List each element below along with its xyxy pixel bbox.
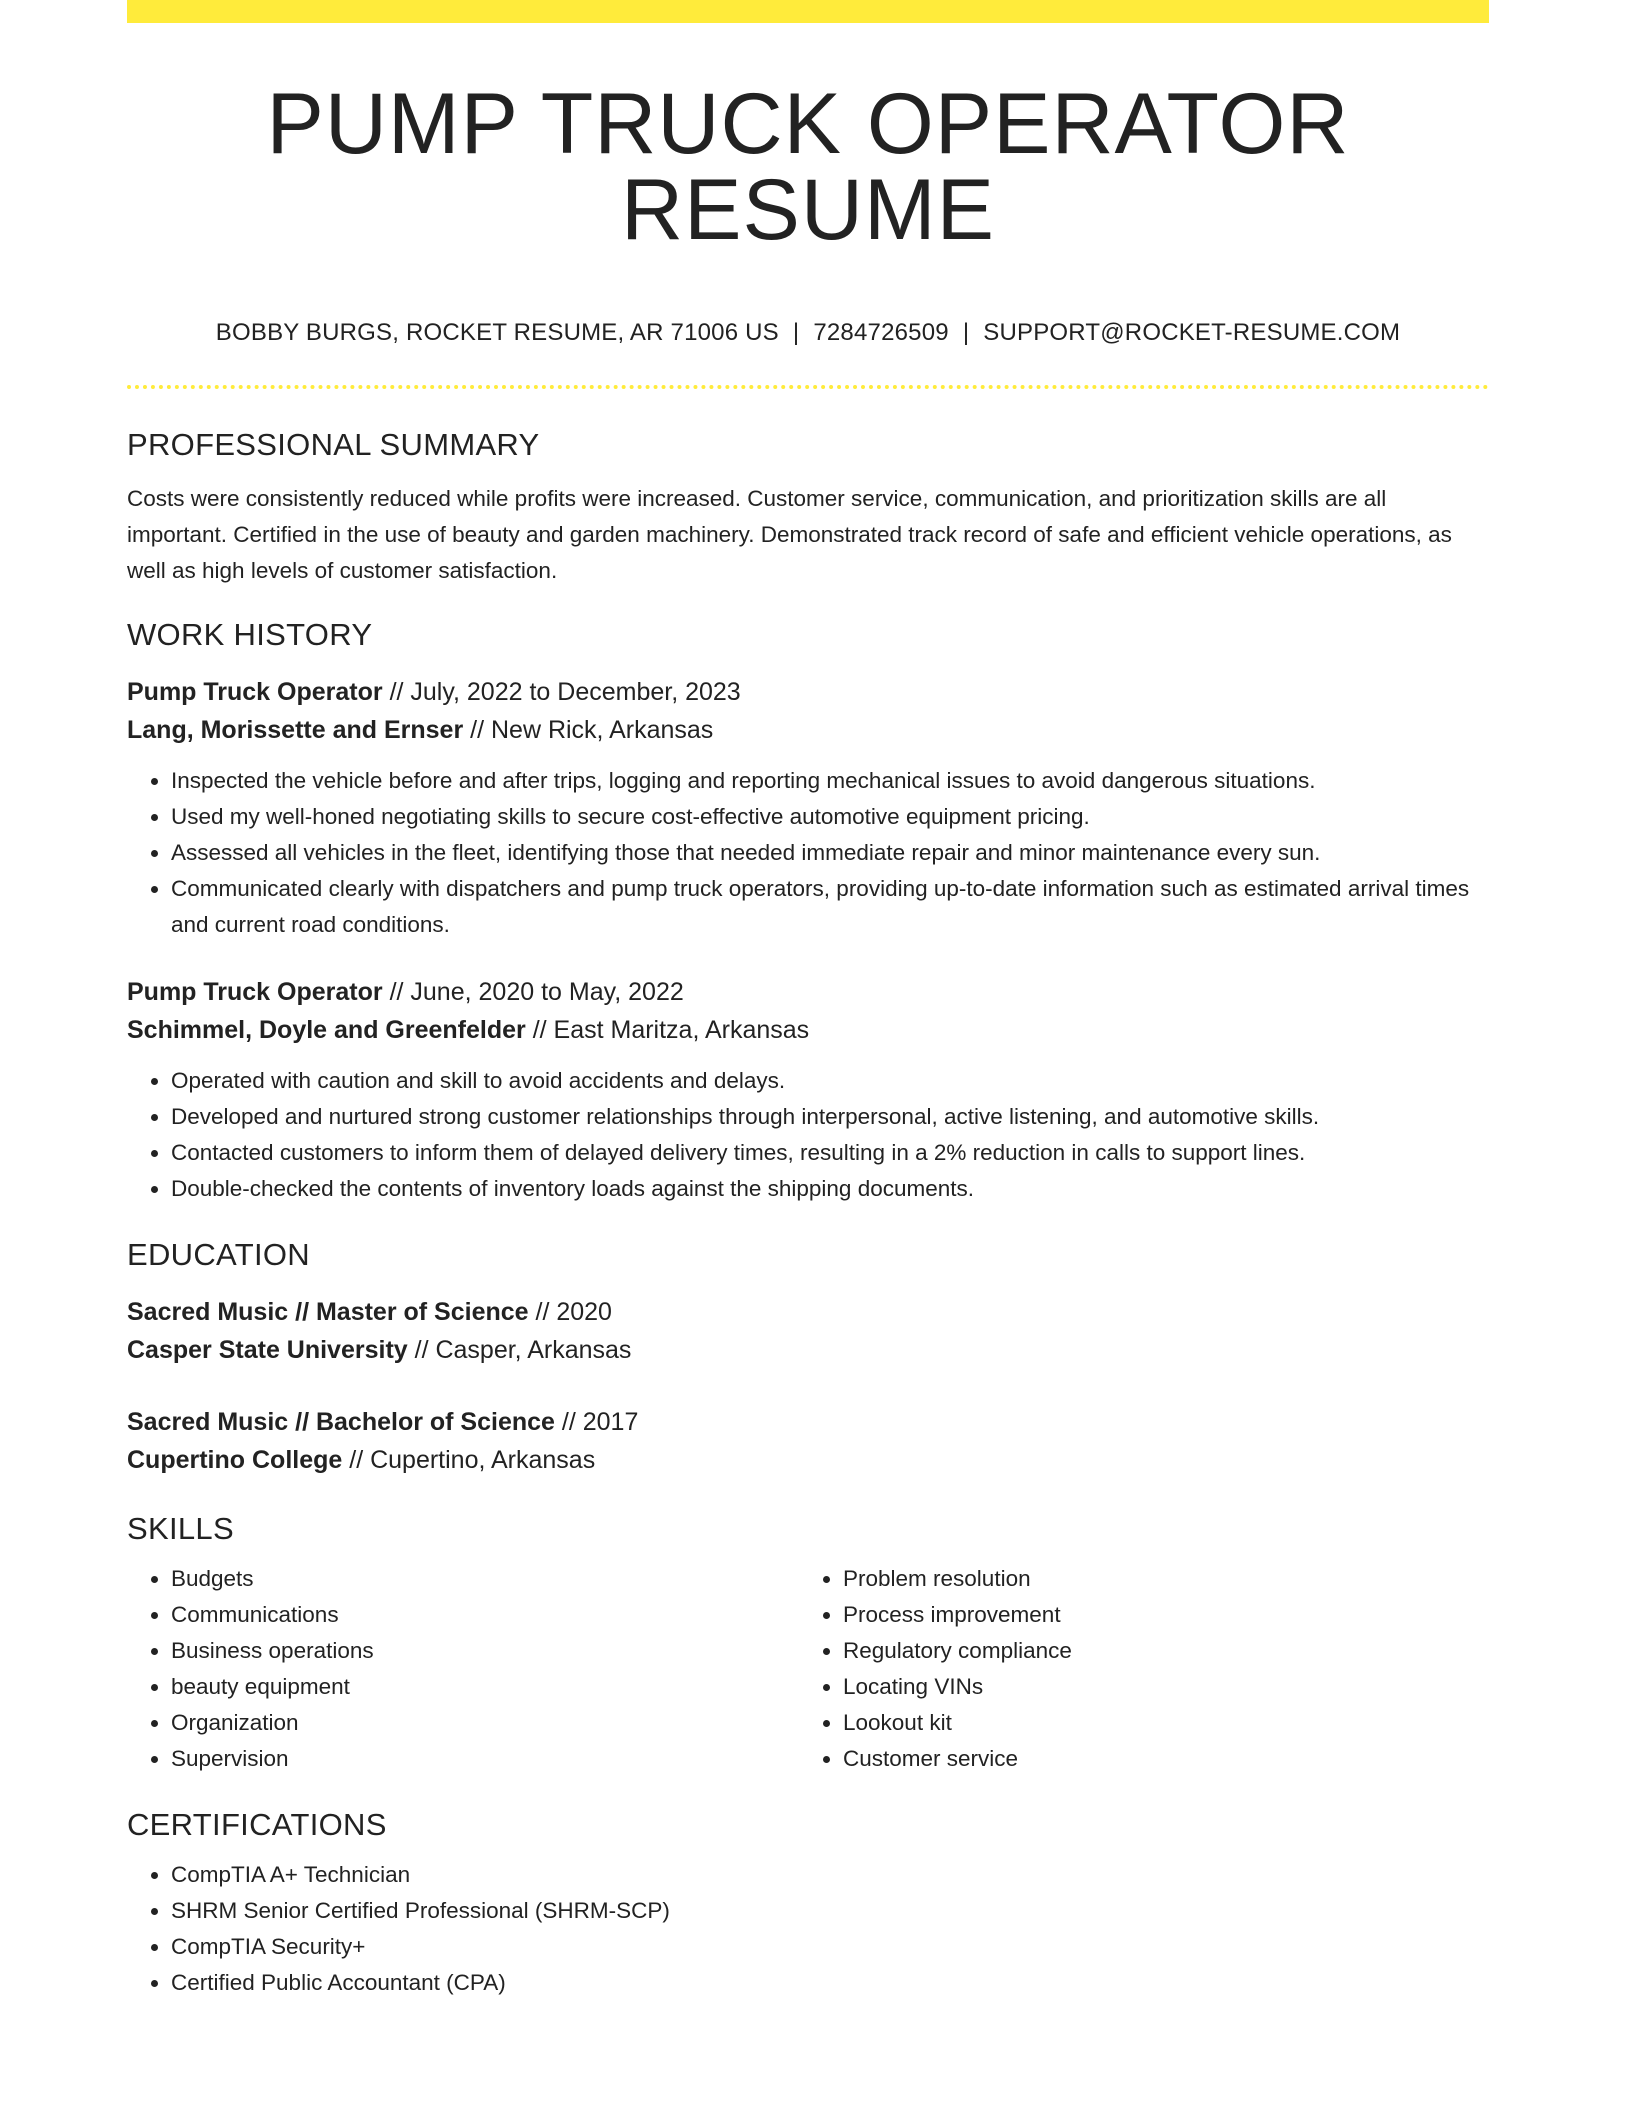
contact-separator: |: [962, 319, 970, 346]
degree-year: // 2017: [554, 1408, 639, 1436]
job-bullet: • Inspected the vehicle before and after trips, logging and reporting mechanical issues to avoid dangerous situations.: [171, 763, 1489, 799]
skills-list-right: [799, 1561, 1471, 1777]
skill-item: • Regulatory compliance: [843, 1633, 1471, 1669]
certifications-list: [127, 1857, 1489, 2001]
skill-item: • Problem resolution: [843, 1561, 1471, 1597]
job-bullet: • Assessed all vehicles in the fleet, identifying those that needed immediate repair and minor maintenance every sun.: [171, 835, 1489, 871]
job-title-line: [127, 673, 1489, 711]
certification-item: • CompTIA Security+: [171, 1929, 1489, 1965]
accent-top-bar: [127, 0, 1489, 23]
skills-columns: [127, 1561, 1489, 1777]
job-bullet: • Communicated clearly with dispatchers and pump truck operators, providing up-to-date information such as estimated arrival times and current road conditions.: [171, 871, 1489, 943]
job-bullet: • Double-checked the contents of inventory loads against the shipping documents.: [171, 1171, 1489, 1207]
school-line: [127, 1331, 1489, 1369]
job-company: Lang, Morissette and Ernser: [127, 716, 464, 744]
section-heading-skills: SKILLS: [127, 1511, 234, 1546]
skill-item: • Lookout kit: [843, 1705, 1471, 1741]
job-bullet: • Operated with caution and skill to avoid accidents and delays.: [171, 1063, 1489, 1099]
section-heading-summary: PROFESSIONAL SUMMARY: [127, 427, 540, 462]
job-bullet: • Contacted customers to inform them of delayed delivery times, resulting in a 2% reduction in calls to support lines.: [171, 1135, 1489, 1171]
skill-item: • Customer service: [843, 1741, 1471, 1777]
certification-item: • Certified Public Accountant (CPA): [171, 1965, 1489, 2001]
job-location: // East Maritza, Arkansas: [525, 1016, 810, 1044]
skill-item: • beauty equipment: [171, 1669, 799, 1705]
job-bullets: [127, 1063, 1489, 1207]
degree: Sacred Music // Master of Science: [127, 1298, 529, 1326]
school: Casper State University: [127, 1336, 408, 1364]
skill-item: • Budgets: [171, 1561, 799, 1597]
job-company-line: [127, 1011, 1489, 1049]
job-entry: [127, 673, 1489, 943]
skill-item: • Organization: [171, 1705, 799, 1741]
job-dates: // June, 2020 to May, 2022: [382, 978, 684, 1006]
job-title: Pump Truck Operator: [127, 978, 383, 1006]
contact-line: [127, 319, 1489, 347]
certification-item: • SHRM Senior Certified Professional (SHRM-SCP): [171, 1893, 1489, 1929]
job-bullet: • Used my well-honed negotiating skills to secure cost-effective automotive equipment pricing.: [171, 799, 1489, 835]
degree: Sacred Music // Bachelor of Science: [127, 1408, 555, 1436]
certification-item: • CompTIA A+ Technician: [171, 1857, 1489, 1893]
job-company-line: [127, 711, 1489, 749]
dotted-divider: [127, 385, 1489, 389]
education-entry: [127, 1293, 1489, 1369]
skill-item: • Process improvement: [843, 1597, 1471, 1633]
job-bullet: • Developed and nurtured strong customer relationships through interpersonal, active listening, and automotive skills.: [171, 1099, 1489, 1135]
job-title-line: [127, 973, 1489, 1011]
job-location: // New Rick, Arkansas: [463, 716, 714, 744]
school-location: // Cupertino, Arkansas: [342, 1446, 596, 1474]
degree-line: [127, 1293, 1489, 1331]
contact-address: BOBBY BURGS, ROCKET RESUME, AR 71006 US: [215, 319, 779, 346]
job-dates: // July, 2022 to December, 2023: [382, 678, 741, 706]
section-heading-education: EDUCATION: [127, 1237, 310, 1272]
skills-list-left: [127, 1561, 799, 1777]
summary-text: Costs were consistently reduced while profits were increased. Customer service, communication, and prioritization skills are all important. Certified in the use of beauty and garden machinery. Demonstrated track record of safe and efficient vehicle operations, as well as high levels of customer satisfaction.: [127, 486, 1452, 583]
skill-item: • Locating VINs: [843, 1669, 1471, 1705]
skill-item: • Communications: [171, 1597, 799, 1633]
job-entry: [127, 973, 1489, 1207]
resume-title: PUMP TRUCK OPERATOR RESUME: [266, 76, 1350, 258]
section-heading-certifications: CERTIFICATIONS: [127, 1807, 387, 1842]
school-line: [127, 1441, 1489, 1479]
job-title: Pump Truck Operator: [127, 678, 383, 706]
contact-separator: |: [792, 319, 800, 346]
degree-year: // 2020: [528, 1298, 612, 1326]
section-heading-work-history: WORK HISTORY: [127, 617, 373, 652]
school: Cupertino College: [127, 1446, 343, 1474]
skill-item: • Business operations: [171, 1633, 799, 1669]
skill-item: • Supervision: [171, 1741, 799, 1777]
school-location: // Casper, Arkansas: [407, 1336, 632, 1364]
education-entry: [127, 1403, 1489, 1479]
degree-line: [127, 1403, 1489, 1441]
job-bullets: [127, 763, 1489, 943]
contact-phone: 7284726509: [813, 319, 949, 346]
contact-email: SUPPORT@ROCKET-RESUME.COM: [983, 319, 1401, 346]
resume-page: [127, 0, 1489, 2001]
job-company: Schimmel, Doyle and Greenfelder: [127, 1016, 526, 1044]
